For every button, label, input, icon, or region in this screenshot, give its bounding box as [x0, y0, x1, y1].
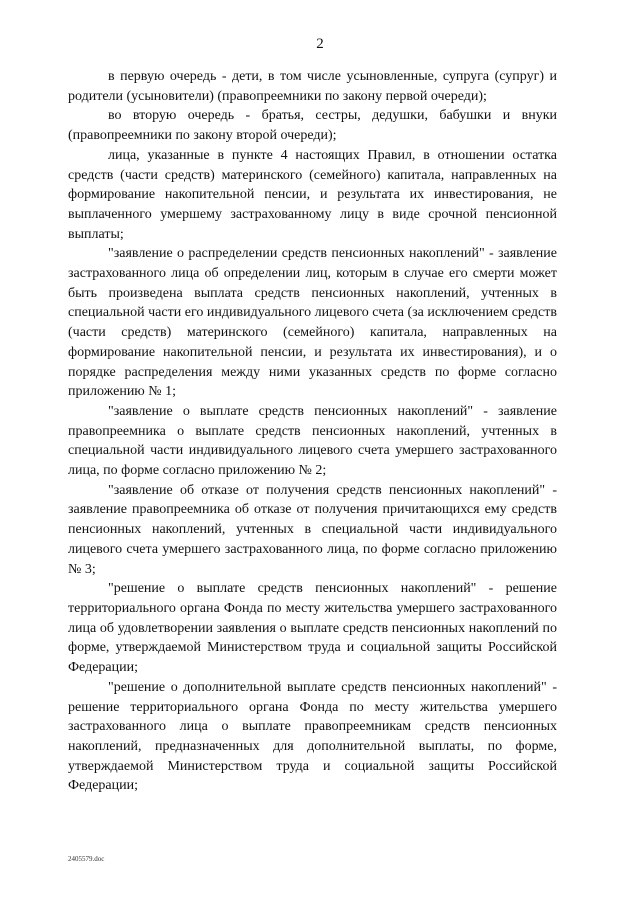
paragraph-first-order-heirs: в первую очередь - дети, в том числе усыновленные, супруга (супруг) и родители (усыновители) (правопреемники по закону первой очереди);: [68, 69, 557, 104]
paragraph-persons-clause-4: лица, указанные в пункте 4 настоящих Правил, в отношении остатка средств (части средств) материнского (семейного) капитала, направленных на формирование накопительной пенсии, и результата их инвестирования, не выплаченного умершему застрахованному лицу в виде срочной пенсионной выплаты;: [68, 147, 557, 242]
paragraph-refusal-application: "заявление об отказе от получения средств пенсионных накоплений" - заявление правопреемника об отказе от получения причитающихся ему средств пенсионных накоплений, учтенных в специальной части индивидуального лицевого счета умершего застрахованного лица, по форме согласно приложению № 3;: [68, 482, 557, 577]
page-number: 2: [316, 36, 324, 52]
paragraph-distribution-application: "заявление о распределении средств пенсионных накоплений" - заявление застрахованного лица об определении лиц, которым в случае его смерти может быть произведена выплата средств пенсионных накоплений, учтенных в специальной части его индивидуального лицевого счета (за исключением средств (части средств) материнского (семейного) капитала, направленных на формирование накопительной пенсии, и результата их инвестирования), и о порядке распределения между ними указанных средств по форме согласно приложению № 1;: [68, 246, 557, 400]
paragraph-additional-payment-decision: "решение о дополнительной выплате средств пенсионных накоплений" - решение территориального органа Фонда по месту жительства умершего застрахованного лица о выплате правопреемникам средств пенсионных накоплений, предназначенных для дополнительной выплаты, по форме, утверждаемой Министерством труда и социальной защиты Российской Федерации;: [68, 679, 557, 794]
document-body: [68, 67, 557, 796]
paragraph-payment-application: "заявление о выплате средств пенсионных накоплений" - заявление правопреемника о выплате средств пенсионных накоплений, учтенных в специальной части индивидуального лицевого счета умершего застрахованного лица, по форме согласно приложению № 2;: [68, 403, 557, 479]
paragraph-payment-decision: "решение о выплате средств пенсионных накоплений" - решение территориального органа Фонда по месту жительства умершего застрахованного лица об удовлетворении заявления о выплате средств пенсионных накоплений по форме, утверждаемой Министерством труда и социальной защиты Российской Федерации;: [68, 581, 557, 676]
document-filename-footer: 2405579.doc: [68, 855, 105, 863]
paragraph-second-order-heirs: во вторую очередь - братья, сестры, дедушки, бабушки и внуки (правопреемники по закону второй очереди);: [68, 108, 557, 144]
